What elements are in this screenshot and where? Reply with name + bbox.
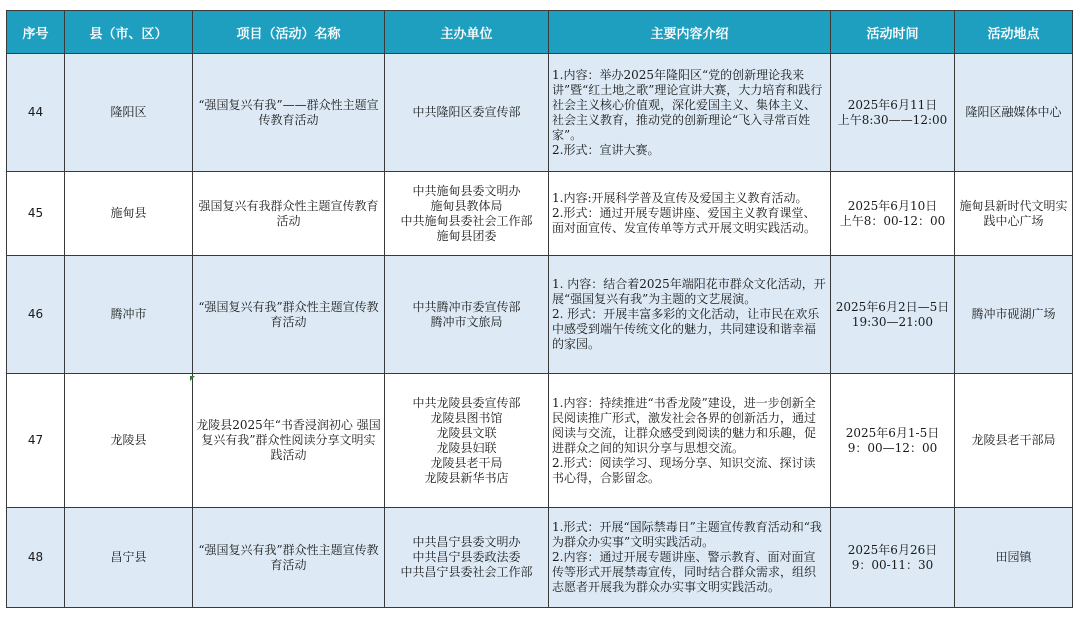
content-item: 1.内容:开展科学普及宣传及爱国主义教育活动。	[552, 191, 808, 205]
content-item: 2.内容：通过开展专题讲座、警示教育、面对面宣传等形式开展禁毒宣传，同时结合群众需求，组织志愿者开展我为群众办实事文明实践活动。	[552, 550, 817, 594]
content-item: 2.形式：阅读学习、现场分享、知识交流、探讨读书心得，合影留念。	[552, 455, 816, 485]
time-hours: 19:30—21:00	[851, 314, 934, 329]
organizer-line: 中共施甸县委文明办	[412, 183, 521, 198]
content-item: 2.形式：宣讲大赛。	[552, 142, 660, 157]
cell-comment-marker	[190, 376, 195, 381]
row-place: 腾冲市砚湖广场	[955, 256, 1073, 374]
row-county: 昌宁县	[65, 508, 193, 608]
header-county: 县（市、区）	[65, 11, 193, 54]
table-row	[7, 54, 1073, 172]
content-item: 1.内容：举办2025年隆阳区“党的创新理论我来讲”暨“红土地之歌”理论宣讲大赛，大力培育和践行社会主义核心价值观，深化爱国主义、集体主义、社会主义教育，推动党的创新理论“飞入寻常百姓家”。	[552, 67, 823, 142]
content-item: 1. 内容：结合着2025年端阳花市群众文化活动，开展“强国复兴有我”为主题的文艺展演。	[552, 277, 826, 306]
time-hours: 9：00-11：30	[851, 557, 934, 572]
time-hours: 9：00—12：00	[847, 440, 938, 455]
activity-table	[6, 10, 1073, 608]
row-index: 45	[7, 172, 65, 256]
row-organizer	[385, 374, 549, 508]
time-date: 2025年6月26日	[847, 542, 938, 557]
organizer-line: 中共施甸县委社会工作部	[400, 213, 533, 228]
row-place: 龙陵县老干部局	[955, 374, 1073, 508]
time-date: 2025年6月11日	[847, 97, 938, 112]
row-index: 47	[7, 374, 65, 508]
time-date: 2025年6月10日	[847, 198, 938, 213]
time-date: 2025年6月1-5日	[845, 425, 940, 440]
row-time	[831, 508, 955, 608]
content-item: 2.形式：通过开展专题讲座、爱国主义教育课堂、面对面宣传、发宣传单等方式开展文明实践活动。	[552, 206, 817, 235]
row-project: “强国复兴有我”群众性主题宣传教育活动	[193, 256, 385, 374]
row-time	[831, 172, 955, 256]
header-place: 活动地点	[955, 11, 1073, 54]
row-organizer	[385, 54, 549, 172]
table-row	[7, 256, 1073, 374]
header-time: 活动时间	[831, 11, 955, 54]
organizer-line: 龙陵县文联	[436, 425, 497, 440]
organizer-line: 龙陵县新华书店	[424, 470, 509, 485]
row-project: 龙陵县2025年“书香浸润初心 强国复兴有我”群众性阅读分享文明实践活动	[193, 374, 385, 508]
row-place: 隆阳区融媒体中心	[955, 54, 1073, 172]
row-county: 隆阳区	[65, 54, 193, 172]
content-item: 1.内容：持续推进“书香龙陵”建设，进一步创新全民阅读推广形式，激发社会各界的创新活力，通过阅读与交流，让群众感受到阅读的魅力和乐趣，促进群众之间的知识分享与思想交流。	[552, 395, 817, 455]
row-county: 施甸县	[65, 172, 193, 256]
header-project: 项目（活动）名称	[193, 11, 385, 54]
header-index: 序号	[7, 11, 65, 54]
row-content	[549, 172, 831, 256]
organizer-line: 龙陵县老干局	[430, 455, 503, 470]
row-content	[549, 256, 831, 374]
organizer-line: 施甸县团委	[436, 228, 497, 243]
content-item: 1.形式：开展“国际禁毒日”主题宣传教育活动和“我为群众办实事”文明实践活动。	[552, 520, 822, 549]
row-index: 44	[7, 54, 65, 172]
table-row	[7, 172, 1073, 256]
time-date: 2025年6月2日—5日	[835, 299, 950, 314]
row-index: 46	[7, 256, 65, 374]
organizer-line: 中共隆阳区委宣传部	[412, 105, 521, 119]
organizer-line: 腾冲市文旅局	[430, 314, 503, 329]
organizer-line: 施甸县教体局	[430, 198, 503, 213]
organizer-line: 中共昌宁县委政法委	[412, 550, 521, 564]
table-row	[7, 508, 1073, 608]
row-content	[549, 54, 831, 172]
time-hours: 上午8:30——12:00	[837, 112, 948, 127]
organizer-line: 龙陵县妇联	[436, 440, 497, 455]
time-hours: 上午8：00-12：00	[839, 213, 946, 228]
row-project: “强国复兴有我”群众性主题宣传教育活动	[193, 508, 385, 608]
organizer-line: 中共昌宁县委社会工作部	[400, 565, 533, 579]
row-project: “强国复兴有我”——群众性主题宣传教育活动	[193, 54, 385, 172]
table-row	[7, 374, 1073, 508]
row-index: 48	[7, 508, 65, 608]
content-item: 2. 形式：开展丰富多彩的文化活动，让市民在欢乐中感受到端午传统文化的魅力，共同建设和谐幸福的家园。	[552, 307, 820, 351]
row-place: 施甸县新时代文明实践中心广场	[955, 172, 1073, 256]
header-content: 主要内容介绍	[549, 11, 831, 54]
organizer-line: 中共腾冲市委宣传部	[412, 299, 521, 314]
row-time	[831, 256, 955, 374]
organizer-line: 中共龙陵县委宣传部	[412, 395, 521, 410]
row-county: 腾冲市	[65, 256, 193, 374]
row-organizer	[385, 256, 549, 374]
organizer-line: 龙陵县图书馆	[430, 410, 503, 425]
row-organizer	[385, 172, 549, 256]
row-organizer	[385, 508, 549, 608]
row-time	[831, 54, 955, 172]
header-row	[7, 11, 1073, 54]
organizer-line: 中共昌宁县委文明办	[412, 535, 521, 549]
header-organizer: 主办单位	[385, 11, 549, 54]
row-time	[831, 374, 955, 508]
row-content	[549, 508, 831, 608]
row-county: 龙陵县	[65, 374, 193, 508]
row-place: 田园镇	[955, 508, 1073, 608]
row-content	[549, 374, 831, 508]
row-project: 强国复兴有我群众性主题宣传教育活动	[193, 172, 385, 256]
